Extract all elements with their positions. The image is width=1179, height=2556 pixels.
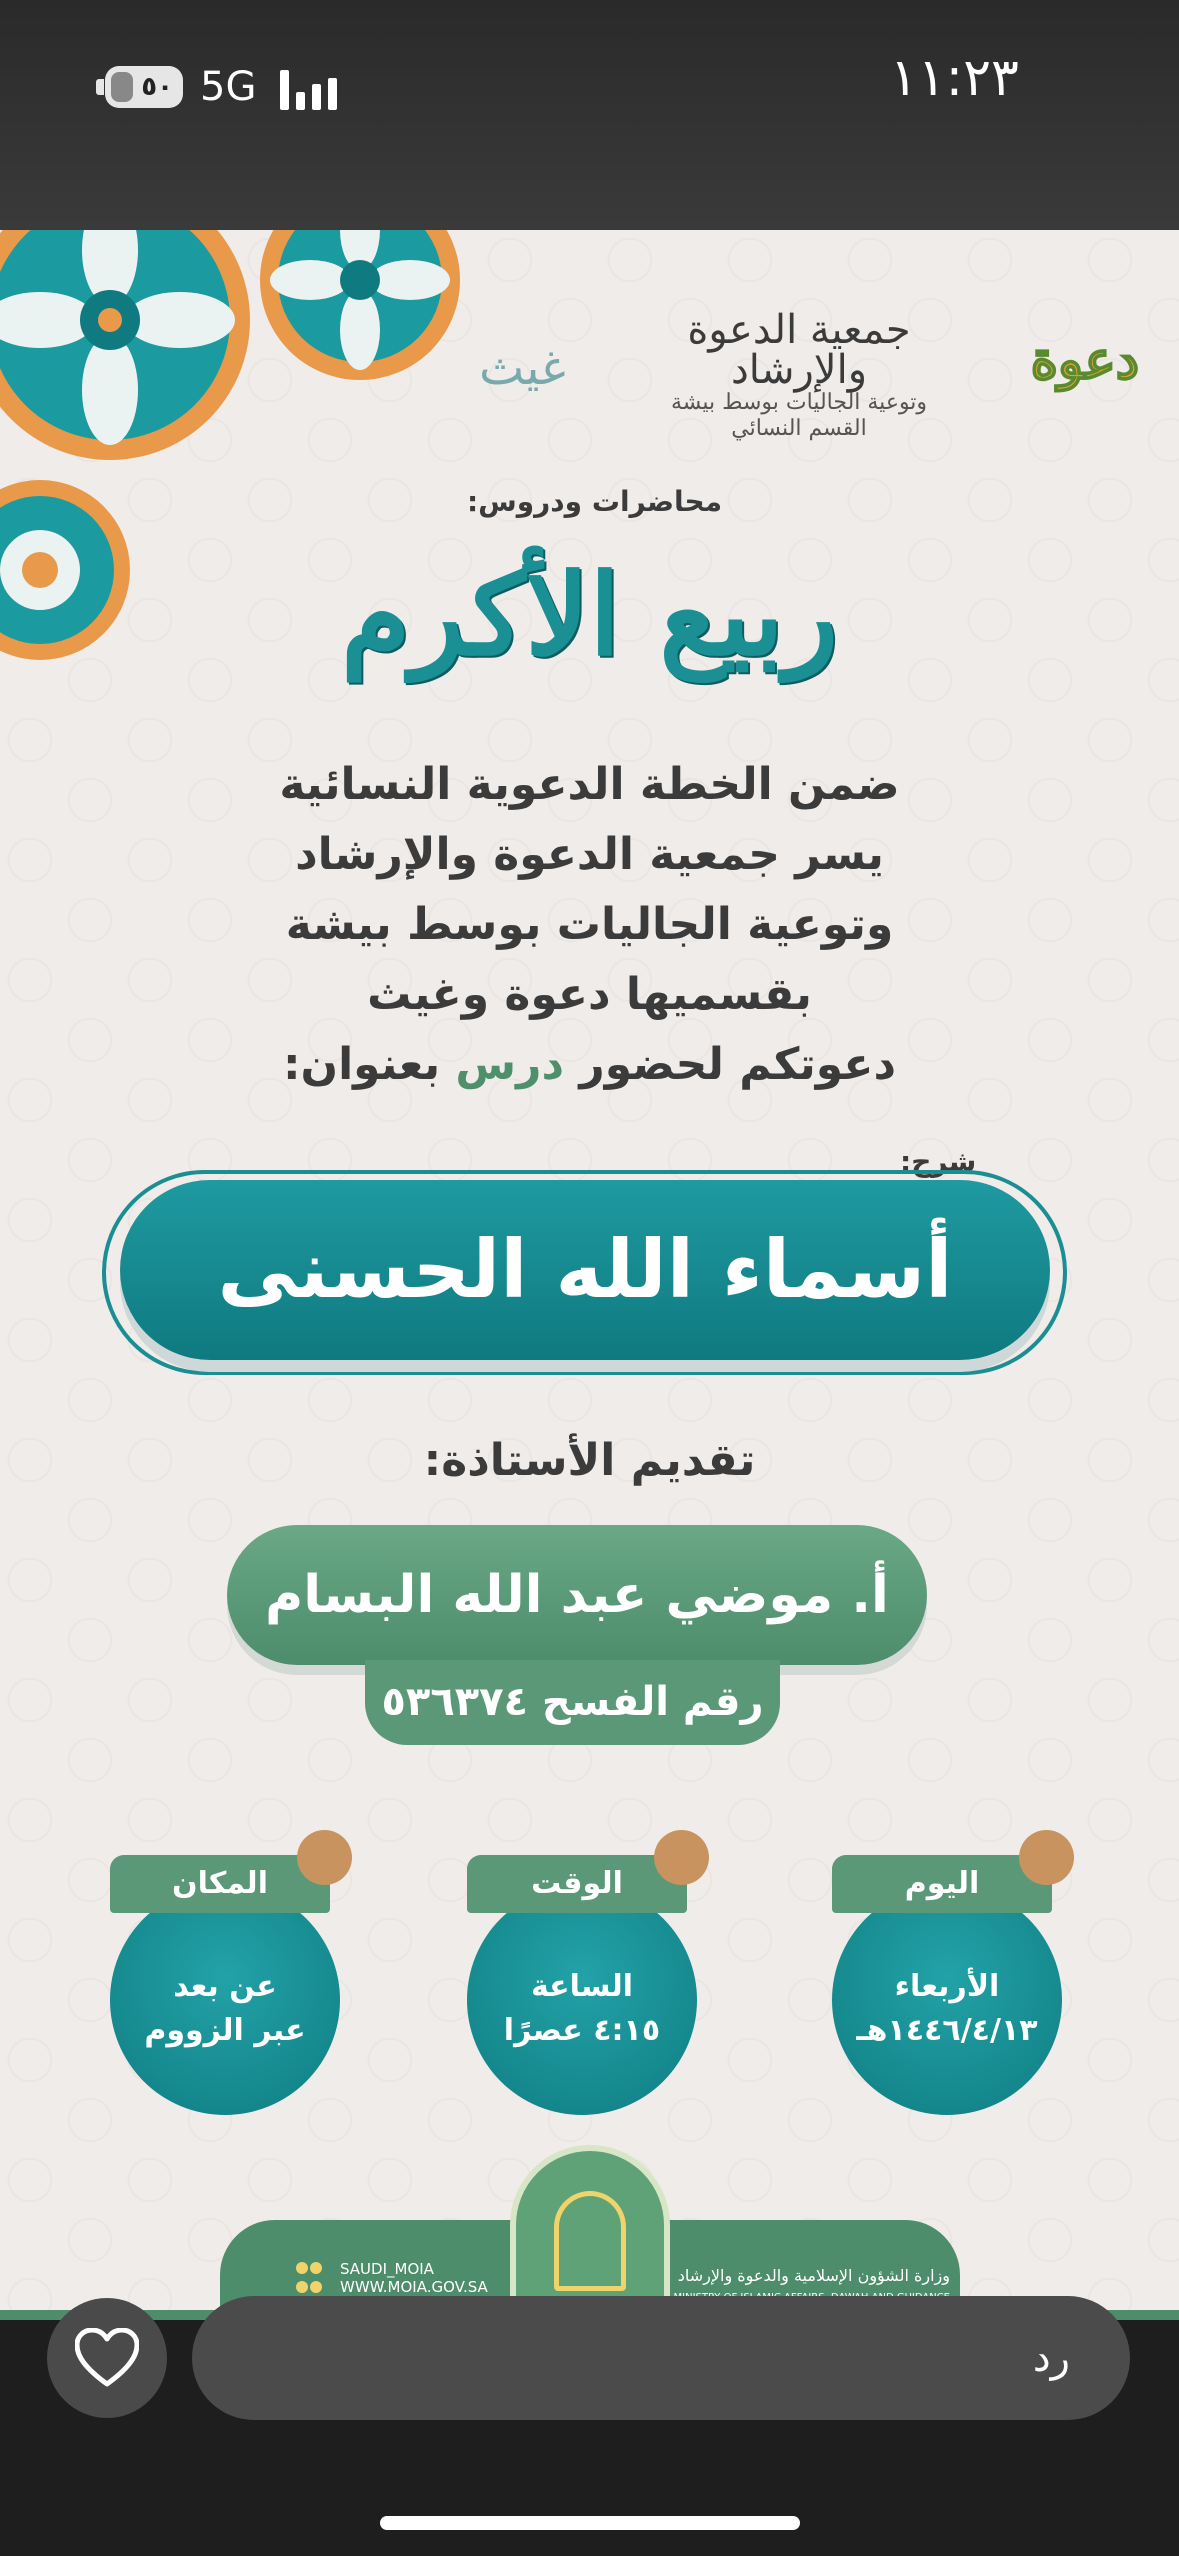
explanation-label: شرح: [900,1145,977,1178]
info-day-line2: ١٤٤٦/٤/١٣هـ [856,2013,1038,2048]
dot-icon [1019,1830,1074,1885]
social-icons [295,2260,325,2298]
info-time-line2: ٤:١٥ عصرًا [503,2013,661,2048]
intro-line: دعوتكم لحضور درس بعنوان: [282,1039,897,1090]
story-poster [0,230,1179,2320]
permit-number: رقم الفسح ٥٣٦٣٧٤ [365,1660,780,1745]
status-bar [0,0,1179,230]
presenter-label: تقديم الأستاذة: [423,1435,756,1486]
battery-level-text: ٥٠ [141,72,173,102]
info-day-label: اليوم [832,1855,1052,1913]
lesson-title: أسماء الله الحسنى [120,1180,1050,1360]
signal-icon [280,70,340,110]
info-place-line1: عن بعد [173,1969,277,2004]
intro-line: وتوعية الجاليات بوسط بيشة [285,899,894,950]
series-label: محاضرات ودروس: [466,485,723,518]
info-place [110,1855,340,2125]
info-place-label: المكان [110,1855,330,1913]
info-place-line2: عبر الزووم [144,2013,306,2048]
info-time-line1: الساعة [530,1969,634,2004]
dot-icon [654,1830,709,1885]
network-type: 5G [200,64,257,110]
footer-website: WWW.MOIA.GOV.SA [340,2278,488,2296]
battery-icon [105,66,183,108]
gheith-logo: غيث [479,340,566,396]
ministry-emblem-icon [510,2145,670,2320]
reply-input[interactable]: رد [192,2296,1130,2420]
info-time [467,1855,697,2125]
clock: ١١:٢٣ [889,48,1019,108]
intro-line: ضمن الخطة الدعوية النسائية [279,759,900,810]
intro-line: بقسميها دعوة وغيث [367,969,812,1020]
info-day [832,1855,1062,2125]
footer-handle: SAUDI_MOIA [340,2260,434,2278]
association-logo: جمعية الدعوة والإرشاد وتوعية الجاليات بوسط بيشة القسم النسائي [670,307,928,441]
like-button[interactable] [47,2298,167,2418]
home-indicator[interactable] [380,2516,800,2530]
presenter-name: أ. موضي عبد الله البسام [227,1525,927,1665]
series-title: ربيع الأكرم [340,550,839,681]
info-time-label: الوقت [467,1855,687,1913]
logos-row [479,290,1139,441]
ministry-name-ar: وزارة الشؤون الإسلامية والدعوة والإرشاد [677,2266,950,2285]
intro-line: يسر جمعية الدعوة والإرشاد [295,829,884,880]
info-day-line1: الأربعاء [894,1969,1000,2004]
dawa-logo: دعوة [1030,330,1139,391]
dot-icon [297,1830,352,1885]
invitation-text [0,750,1179,1100]
heart-icon [75,2328,139,2388]
